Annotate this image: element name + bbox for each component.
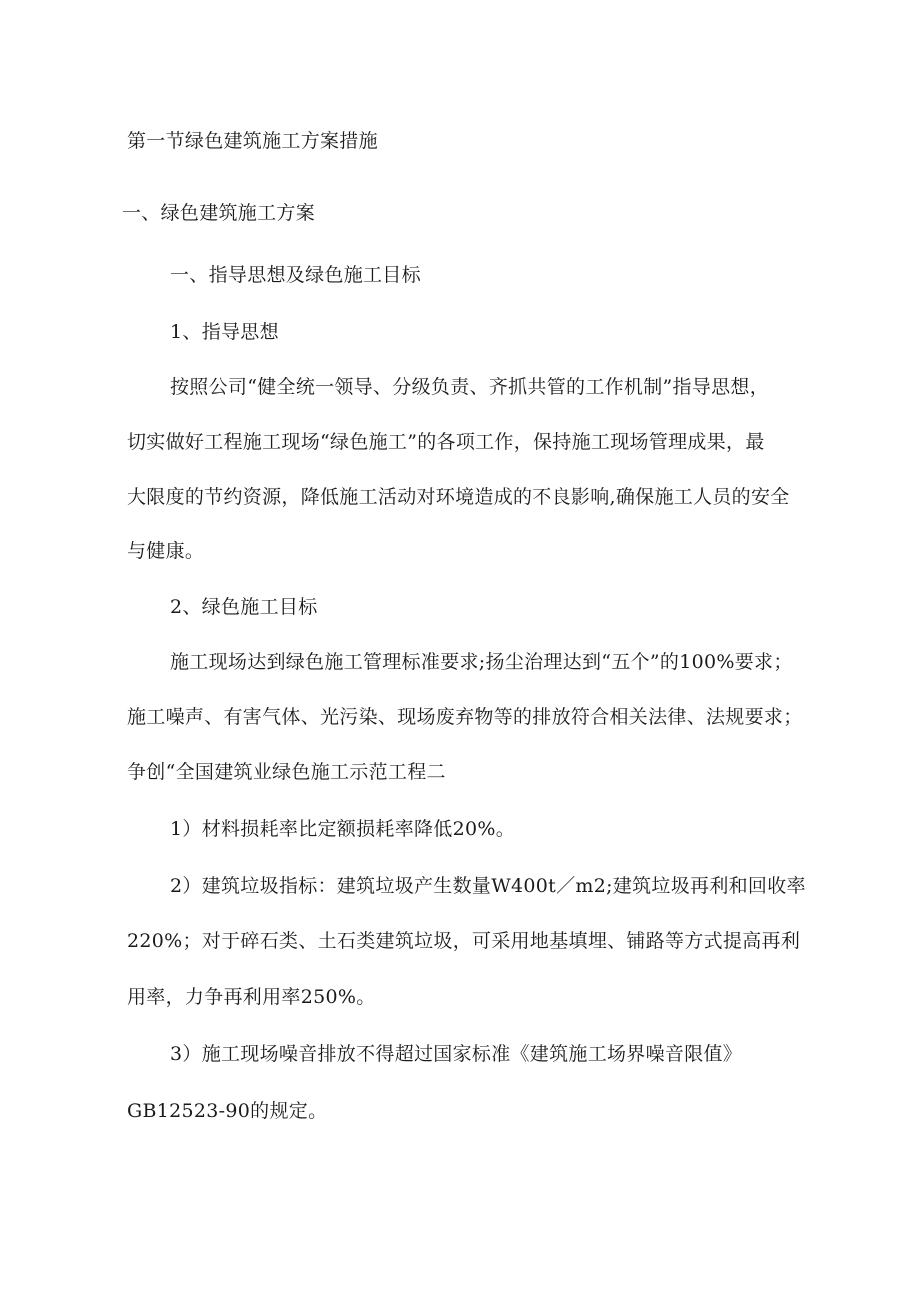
section-heading: 一、绿色建筑施工方案	[122, 202, 316, 224]
paragraph-line: 争创“全国建筑业绿色施工示范工程二	[127, 761, 446, 783]
paragraph-line: 大限度的节约资源，降低施工活动对环境造成的不良影响,确保施工人员的安全	[127, 486, 790, 508]
paragraph-line: 施工噪声、有害气体、光污染、现场废弃物等的排放符合相关法律、法规要求；	[127, 706, 803, 728]
target-heading: 2、绿色施工目标	[170, 596, 318, 618]
paragraph-line: 按照公司“健全统一领导、分级负责、齐抓共管的工作机制”指导思想，	[170, 376, 770, 398]
paragraph-line: 与健康。	[127, 540, 205, 562]
document-title: 第一节绿色建筑施工方案措施	[127, 130, 378, 152]
paragraph-line: 施工现场达到绿色施工管理标准要求;扬尘治理达到“五个”的100%要求；	[170, 651, 793, 673]
paragraph-line: 用率，力争再利用率250%。	[127, 986, 376, 1008]
subsection-heading: 一、指导思想及绿色施工目标	[170, 264, 421, 286]
list-item: 3）施工现场噪音排放不得超过国家标准《建筑施工场界噪音限值》	[170, 1043, 743, 1065]
list-item: 2）建筑垃圾指标：建筑垃圾产生数量W400t／m2;建筑垃圾再利和回收率	[170, 875, 806, 897]
guiding-heading: 1、指导思想	[170, 321, 279, 343]
paragraph-line: 220%；对于碎石类、土石类建筑垃圾，可采用地基填埋、铺路等方式提高再利	[127, 930, 801, 952]
paragraph-line: GB12523-90的规定。	[127, 1100, 328, 1122]
list-item: 1）材料损耗率比定额损耗率降低20%。	[170, 818, 516, 840]
paragraph-line: 切实做好工程施工现场“绿色施工”的各项工作，保持施工现场管理成果，最	[127, 431, 765, 453]
